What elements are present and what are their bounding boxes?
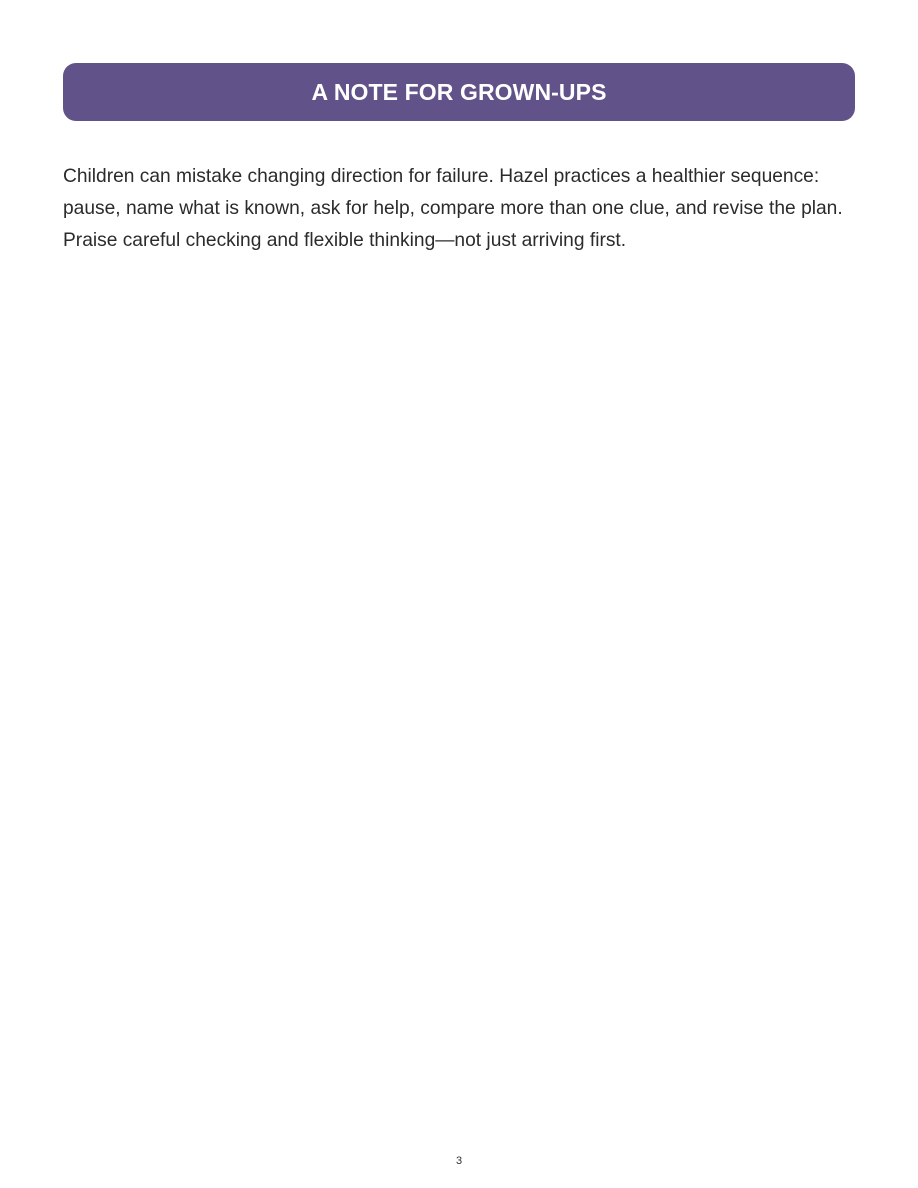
- page-number: 3: [455, 1155, 463, 1167]
- note-paragraph: Children can mistake changing direction for failure. Hazel practices a healthier sequence: pause, name what is known, ask for help, compare more than one clue, and revise the plan. Praise careful checking and flexible thinking—not just arriving first.: [63, 166, 843, 251]
- section-header-banner: [63, 63, 855, 121]
- page-title: A NOTE FOR GROWN-UPS: [311, 78, 607, 105]
